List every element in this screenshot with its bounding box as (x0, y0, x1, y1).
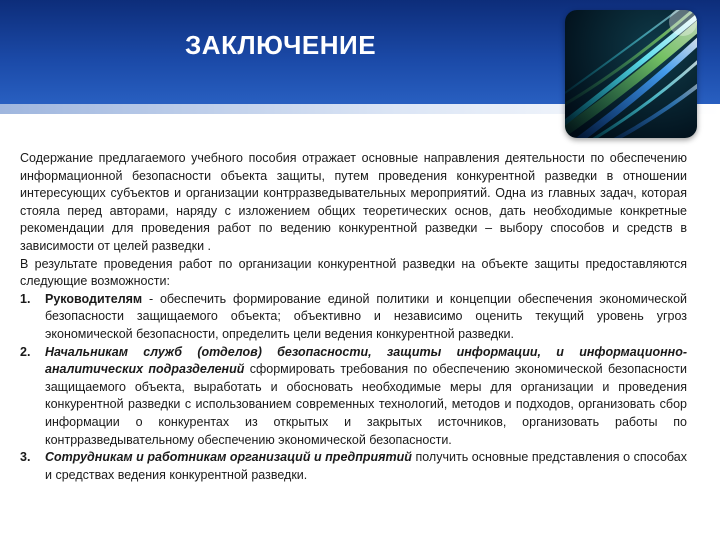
slide-content (20, 150, 687, 484)
list-item-text: получить основные представления о способах и средствах ведения конкурентной разведки. (45, 450, 687, 482)
list-item-1 (20, 291, 687, 344)
list-number: 2. (20, 344, 31, 359)
list-item-2 (20, 344, 687, 450)
list-item-heading: Сотрудникам и работникам организаций и предприятий (45, 450, 412, 465)
light-streaks-image (565, 10, 697, 138)
list-number: 1. (20, 291, 31, 306)
slide-title: ЗАКЛЮЧЕНИЕ (185, 30, 377, 60)
intro-paragraph: Содержание предлагаемого учебного пособия отражает основные направления деятельности по обеспечению информационной безопасности объекта защиты, путем проведения конкурентной разведки в отношении интересующих субъектов и организации контрразведывательных мероприятий. Одна из главных задач, которая стояла перед авторами, наряду с изложением общих теоретических основ, дать необходимые конкретные рекомендации для проведения работ по ведению конкурентной разведки – выбору способов и средств в зависимости от целей разведки . (20, 151, 687, 253)
list-item-3 (20, 449, 687, 484)
list-item-heading: Руководителям (45, 291, 143, 306)
light-streaks-icon (565, 10, 697, 138)
list-item-text: - обеспечить формирование единой политики и концепции обеспечения экономической безопасности защищаемого объекта; объективно и независимо оценить текущий уровень угроз экономической безопасности, определить цели ведения конкурентной разведки. (45, 291, 687, 341)
list-item-text: сформировать требования по обеспечению экономической безопасности защищаемого объекта, выработать и обосновать необходимые меры для организации и проведения конкурентной разведки с использованием современных технологий, методов и подходов, организовать сбор информации о конкурентах из открытых и закрытых источников, организовать работы по контрразведывательному обеспечению экономической безопасности. (45, 362, 687, 447)
list-number: 3. (20, 450, 31, 465)
lead-paragraph: В результате проведения работ по организации конкурентной разведки на объекте защиты предоставляются следующие возможности: (20, 256, 687, 289)
list-item-heading: Начальникам служб (отделов) безопасности, защиты информации, и информационно-аналитических подразделений (45, 344, 687, 377)
